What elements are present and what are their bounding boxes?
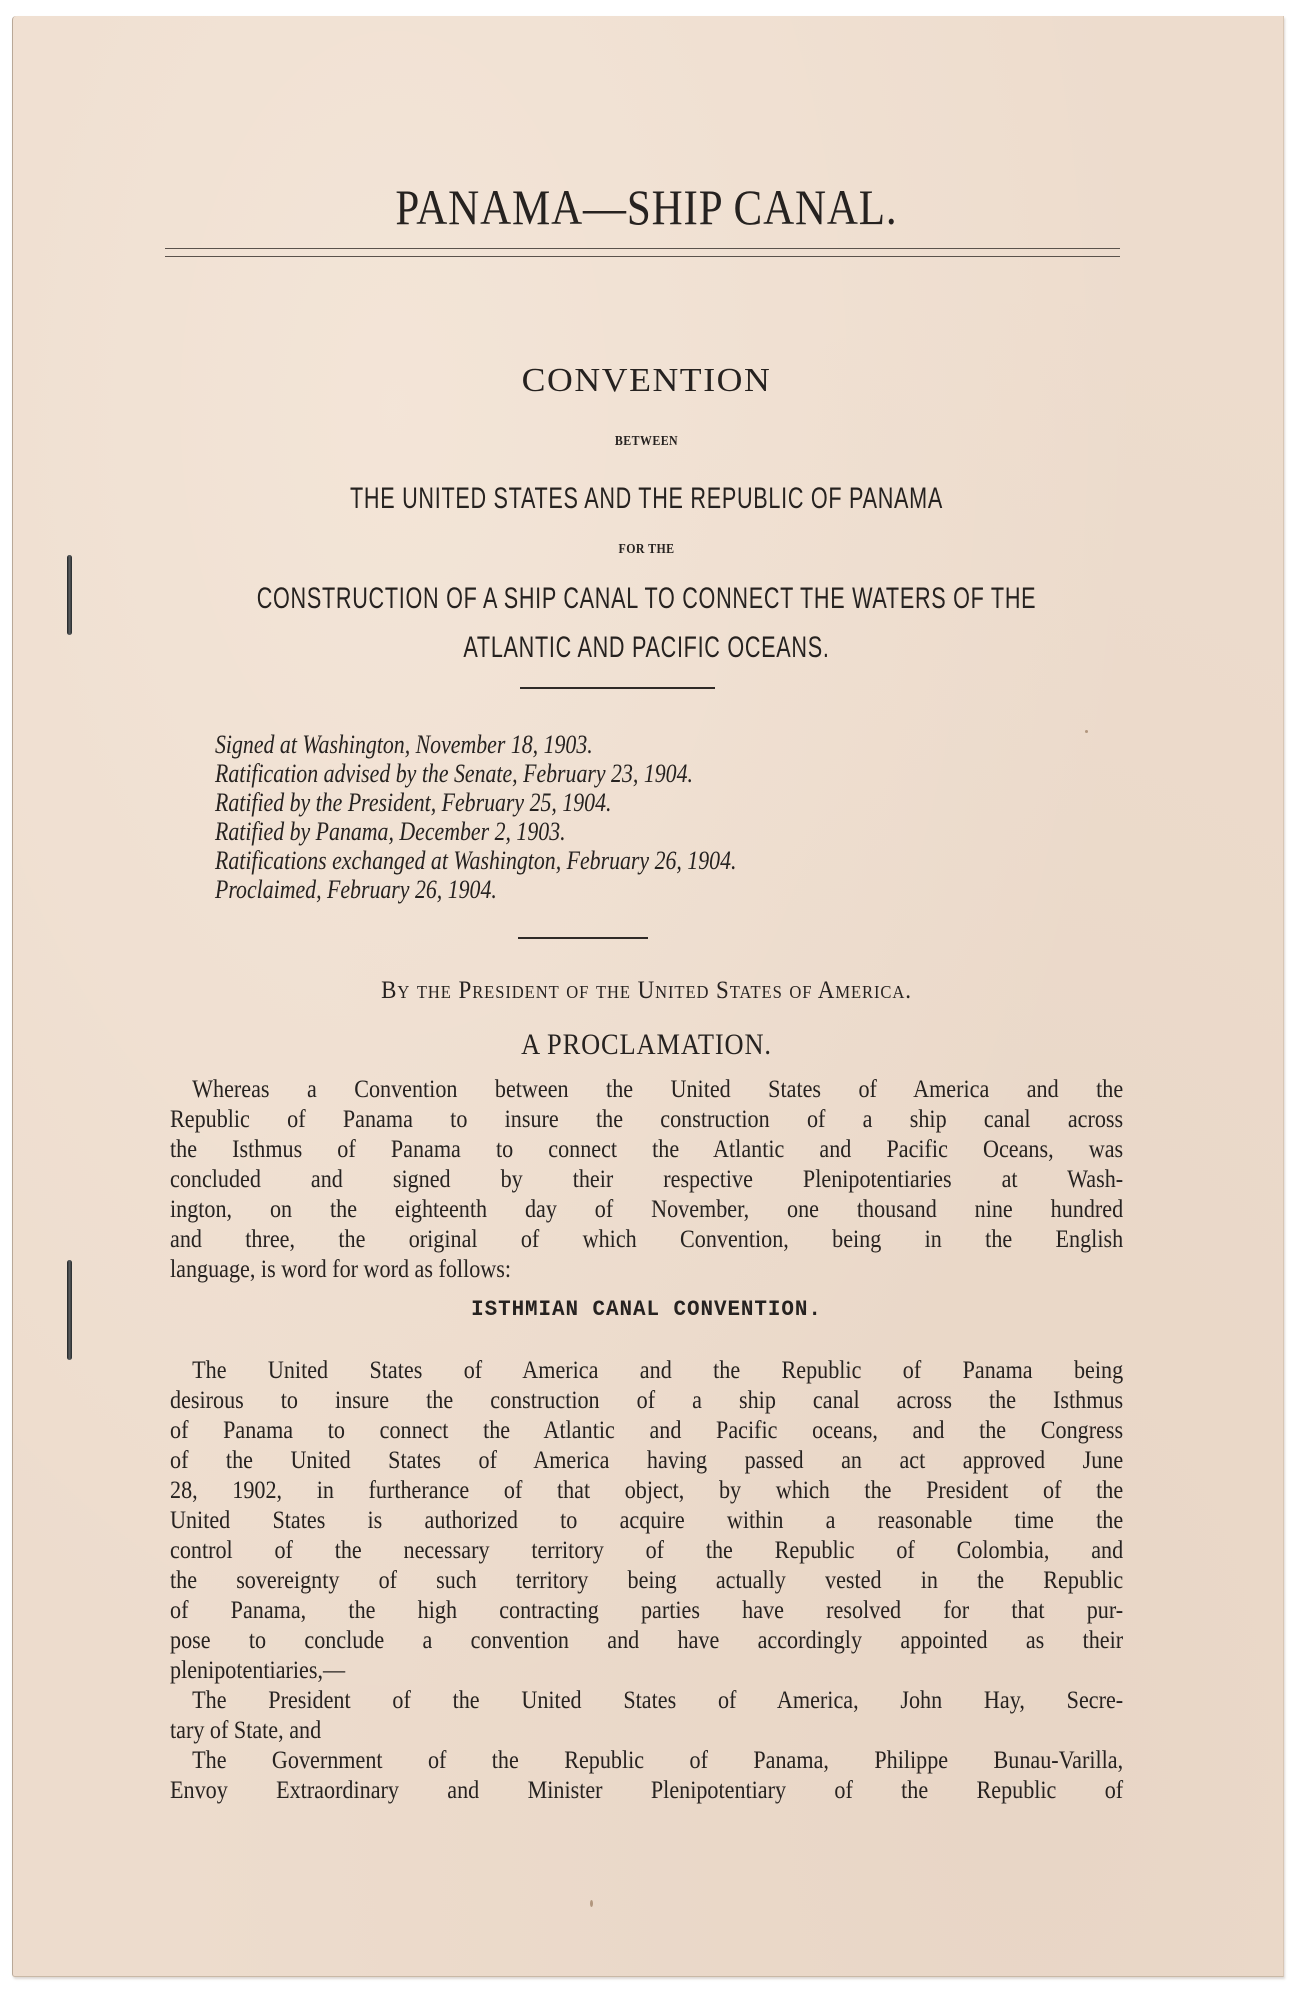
- date-proclaimed: Proclaimed, February 26, 1904.: [215, 875, 497, 904]
- text-line: of the United States of America having passed an act approved June: [170, 1447, 1124, 1474]
- paper-speck: [1085, 730, 1088, 733]
- text-line: The Government of the Republic of Panama, Philippe Bunau-Varilla,: [192, 1747, 1124, 1774]
- text-line: language, is word for word as follows:: [170, 1256, 512, 1283]
- isthmian-canal-convention-heading: ISTHMIAN CANAL CONVENTION.: [471, 1297, 822, 1322]
- text-line: The President of the United States of America, John Hay, Secre-: [192, 1687, 1124, 1714]
- document-title: PANAMA—SHIP CANAL.: [395, 179, 898, 235]
- date-senate-advised: Ratification advised by the Senate, February 23, 1904.: [215, 759, 693, 788]
- convention-heading: CONVENTION: [521, 362, 772, 399]
- purpose-heading-line: ATLANTIC AND PACIFIC OCEANS.: [463, 631, 830, 664]
- proclamation-title: A PROCLAMATION.: [521, 1028, 772, 1061]
- text-line: concluded and signed by their respective Plenipotentiaries at Wash-: [170, 1166, 1124, 1193]
- text-line: the sovereignty of such territory being actually vested in the Republic: [170, 1567, 1124, 1594]
- text-line: Republic of Panama to insure the construction of a ship canal across: [170, 1106, 1124, 1133]
- text-line: plenipotentiaries,—: [170, 1657, 346, 1684]
- text-line: pose to conclude a convention and have accordingly appointed as their: [170, 1627, 1124, 1654]
- text-line: of Panama to connect the Atlantic and Pacific oceans, and the Congress: [170, 1417, 1124, 1444]
- date-president-ratified: Ratified by the President, February 25, 1904.: [215, 788, 612, 817]
- text-line: 28, 1902, in furtherance of that object, by which the President of the: [170, 1477, 1124, 1504]
- text-line: Whereas a Convention between the United States of America and the: [192, 1076, 1124, 1103]
- text-line: tary of State, and: [170, 1717, 322, 1744]
- title-double-rule-top: [165, 248, 1120, 249]
- purpose-heading-line: CONSTRUCTION OF A SHIP CANAL TO CONNECT THE WATERS OF THE: [256, 582, 1037, 615]
- text-line: and three, the original of which Convention, being in the English: [170, 1226, 1124, 1253]
- text-line: The United States of America and the Republic of Panama being: [192, 1357, 1124, 1384]
- title-double-rule-bottom: [165, 256, 1120, 257]
- text-line: United States is authorized to acquire within a reasonable time the: [170, 1507, 1124, 1534]
- text-line: control of the necessary territory of the Republic of Colombia, and: [170, 1537, 1124, 1564]
- date-panama-ratified: Ratified by Panama, December 2, 1903.: [215, 817, 566, 846]
- by-president-line: By the President of the United States of America.: [381, 977, 912, 1004]
- for-the-label: FOR THE: [618, 542, 675, 557]
- text-line: Envoy Extraordinary and Minister Plenipotentiary of the Republic of: [170, 1777, 1124, 1804]
- text-line: of Panama, the high contracting parties have resolved for that pur-: [170, 1597, 1124, 1624]
- text-line: ington, on the eighteenth day of November, one thousand nine hundred: [170, 1196, 1124, 1223]
- convention-preamble: [170, 1356, 1123, 1806]
- staple-mark-upper: [67, 555, 72, 635]
- parties-heading: THE UNITED STATES AND THE REPUBLIC OF PANAMA: [350, 482, 943, 515]
- ratification-dates: [215, 730, 836, 904]
- date-signed: Signed at Washington, November 18, 1903.: [215, 730, 593, 759]
- paper-speck: [590, 1900, 593, 1907]
- proclamation-paragraph: [170, 1075, 1123, 1285]
- between-label: BETWEEN: [614, 434, 679, 449]
- section-rule: [518, 937, 648, 939]
- text-line: the Isthmus of Panama to connect the Atlantic and Pacific Oceans, was: [170, 1136, 1124, 1163]
- text-line: desirous to insure the construction of a ship canal across the Isthmus: [170, 1387, 1124, 1414]
- date-exchanged: Ratifications exchanged at Washington, February 26, 1904.: [215, 846, 737, 875]
- section-rule: [520, 687, 715, 689]
